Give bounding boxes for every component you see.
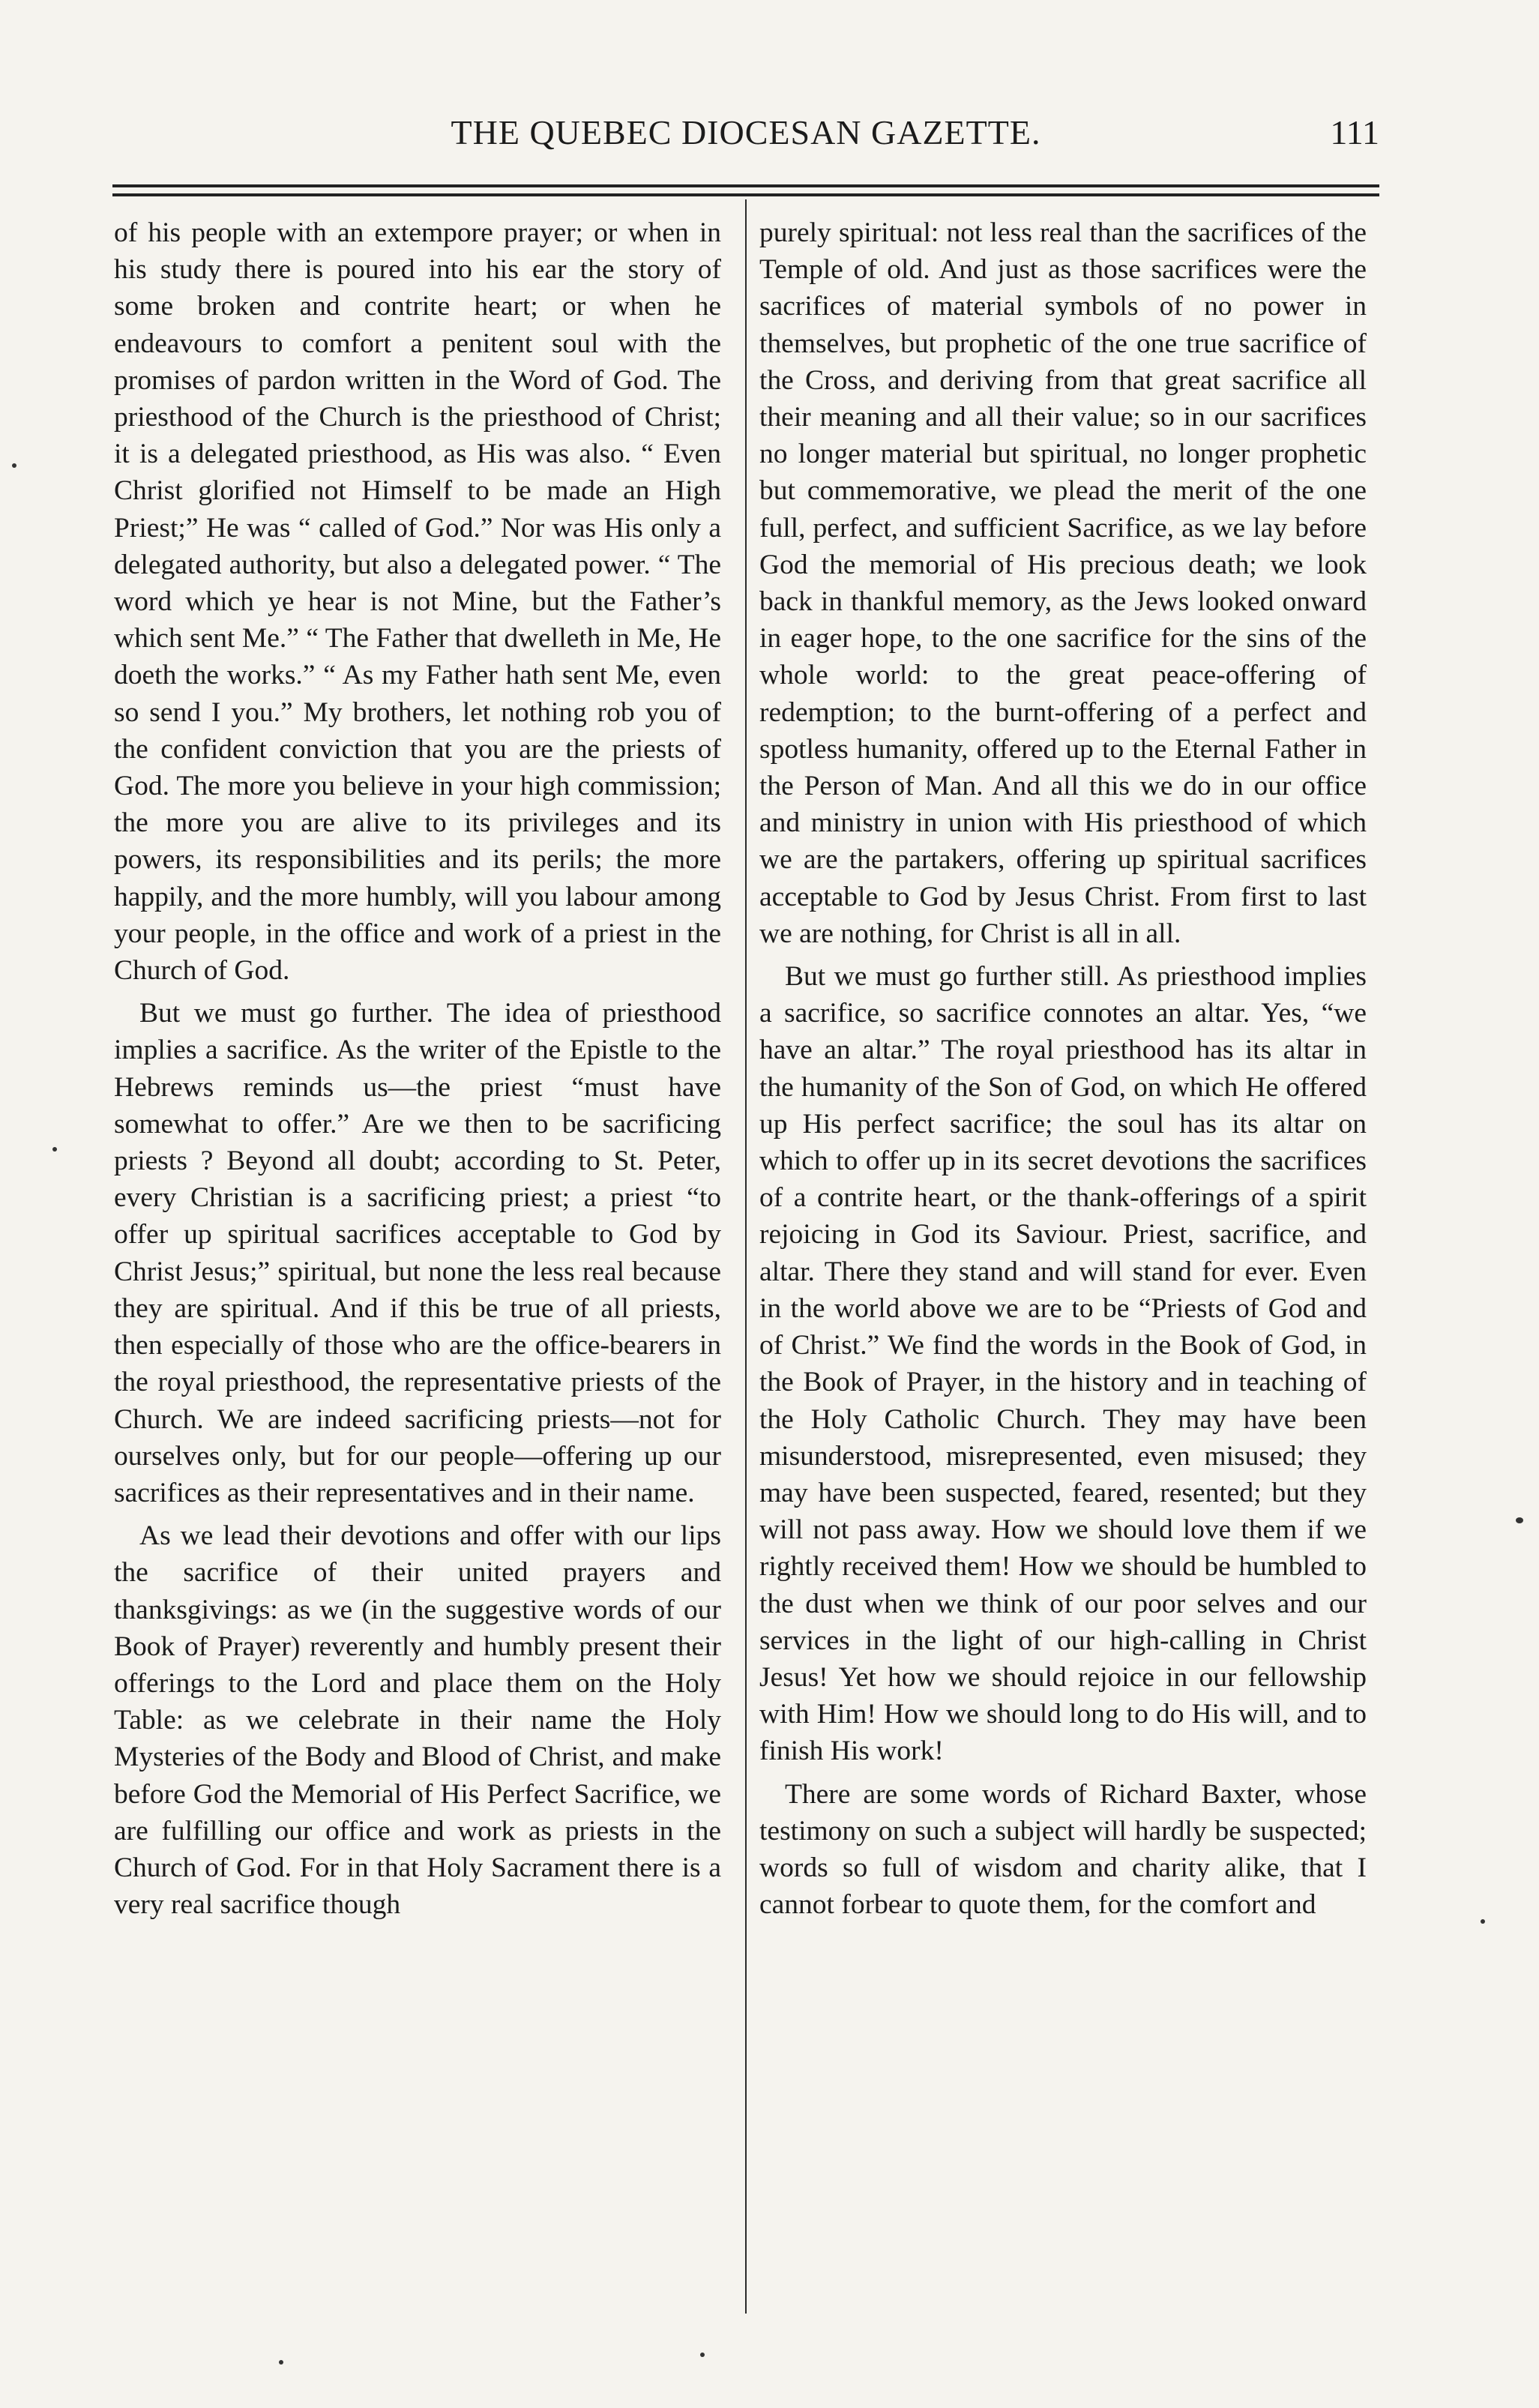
paragraph: of his people with an extempore prayer; or when in his study there is poured into his ear the story of some broken and contrite heart; or when he endeavours to comfort a penitent soul with the promises of pardon written in the Word of God. The priesthood of the Church is the priesthood of Christ; it is a delegated priesthood, as His was also. “ Even Christ glorified not Himself to be made an High Priest;” He was “ called of God.” Nor was His only a delegated authority, but also a delegated power. “ The word which ye hear is not Mine, but the Father’s which sent Me.” “ The Father that dwelleth in Me, He doeth the works.” “ As my Father hath sent Me, even so send I you.” My brothers, let nothing rob you of the confident conviction that you are the priests of God. The more you believe in your high commission; the more you are alive to its privileges and its powers, its responsibilities and its perils; the more happily, and the more humbly, will you labour among your people, in the office and work of a priest in the Church of God. <box>114 217 721 987</box>
scan-speck <box>1516 1517 1523 1523</box>
scan-speck <box>12 463 16 468</box>
paragraph: But we must go further still. As priesthood implies a sacrifice, so sacrifice connotes an altar. Yes, “we have an altar.” The royal priesthood has its altar in the humanity of the Son of God, on which He offered up His perfect sacrifice; the soul has its altar on which to offer up in its secret devotions the sacrifices of a contrite heart, or the thank-offerings of a spirit rejoicing in God its Saviour. Priest, sacrifice, and altar. There they stand and will stand for ever. Even in the world above we are to be “Priests of God and of Christ.” We find the words in the Book of God, in the Book of Prayer, in the history and in teaching of the Holy Catholic Church. They may have been misunderstood, misrepresented, even misused; they may have been suspected, feared, resented; but they will not pass away. How we should love them if we rightly received them! How we should be humbled to the dust when we think of our poor selves and our services in the light of our high-calling in Christ Jesus! Yet how we should rejoice in our fellowship with Him! How we should long to do His will, and to finish His work! <box>759 961 1367 1767</box>
page-number: 111 <box>1330 113 1379 151</box>
column-divider <box>745 199 747 2314</box>
scan-speck <box>1481 1919 1485 1924</box>
scan-speck <box>700 2353 705 2357</box>
scan-speck <box>52 1147 57 1152</box>
paragraph: But we must go further. The idea of priesthood implies a sacrifice. As the writer of the Epistle to the Hebrews reminds us—the priest “must have somewhat to offer.” Are we then to be sacrificing priests ? Beyond all doubt; according to St. Peter, every Christian is a sacrificing priest; a priest “to offer up spiritual sacrifices acceptable to God by Christ Jesus;” spiritual, but none the less real because they are spiritual. And if this be true of all priests, then especially of those who are the office-bearers in the royal priesthood, the representative priests of the Church. We are indeed sacrificing priests—not for ourselves only, but for our people—offering up our sacrifices as their representatives and in their name. <box>114 998 721 1508</box>
scan-speck <box>279 2360 283 2365</box>
page-title: THE QUEBEC DIOCESAN GAZETTE. <box>451 113 1041 151</box>
header-rule-bottom <box>112 193 1379 196</box>
paragraph: purely spiritual: not less real than the sacrifices of the Temple of old. And just as those sacrifices were the sacrifices of material symbols of no power in themselves, but prophetic of the one true sacrifice of the Cross, and deriving from that great sacrifice all their meaning and all their value; so in our sacrifices no longer material but spiritual, no longer prophetic but commemorative, we plead the merit of the one full, perfect, and sufficient Sacrifice, as we lay before God the memorial of His precious death; we look back in thankful memory, as the Jews looked onward in eager hope, to the one sacrifice for the sins of the whole world: to the great peace-offering of redemption; to the burnt-offering of a perfect and spotless humanity, offered up to the Eternal Father in the Person of Man. And all this we do in our office and ministry in union with His priesthood of which we are the partakers, offering up spiritual sacrifices acceptable to God by Jesus Christ. From first to last we are nothing, for Christ is all in all. <box>759 217 1367 949</box>
right-column <box>759 214 1367 2314</box>
paragraph: There are some words of Richard Baxter, whose testimony on such a subject will hardly be suspected; words so full of wisdom and charity alike, that I cannot forbear to quote them, for the comfort and <box>759 1778 1367 1921</box>
header-rule-top <box>112 184 1379 187</box>
left-column <box>114 214 721 2314</box>
paragraph: As we lead their devotions and offer with our lips the sacrifice of their united prayers and thanksgivings: as we (in the suggestive words of our Book of Prayer) reverently and humbly present their offerings to the Lord and place them on the Holy Table: as we celebrate in their name the Holy Mysteries of the Body and Blood of Christ, and make before God the Memorial of His Perfect Sacrifice, we are fulfilling our office and work as priests in the Church of God. For in that Holy Sacrament there is a very real sacrifice though <box>114 1520 721 1921</box>
page-header <box>112 112 1379 165</box>
